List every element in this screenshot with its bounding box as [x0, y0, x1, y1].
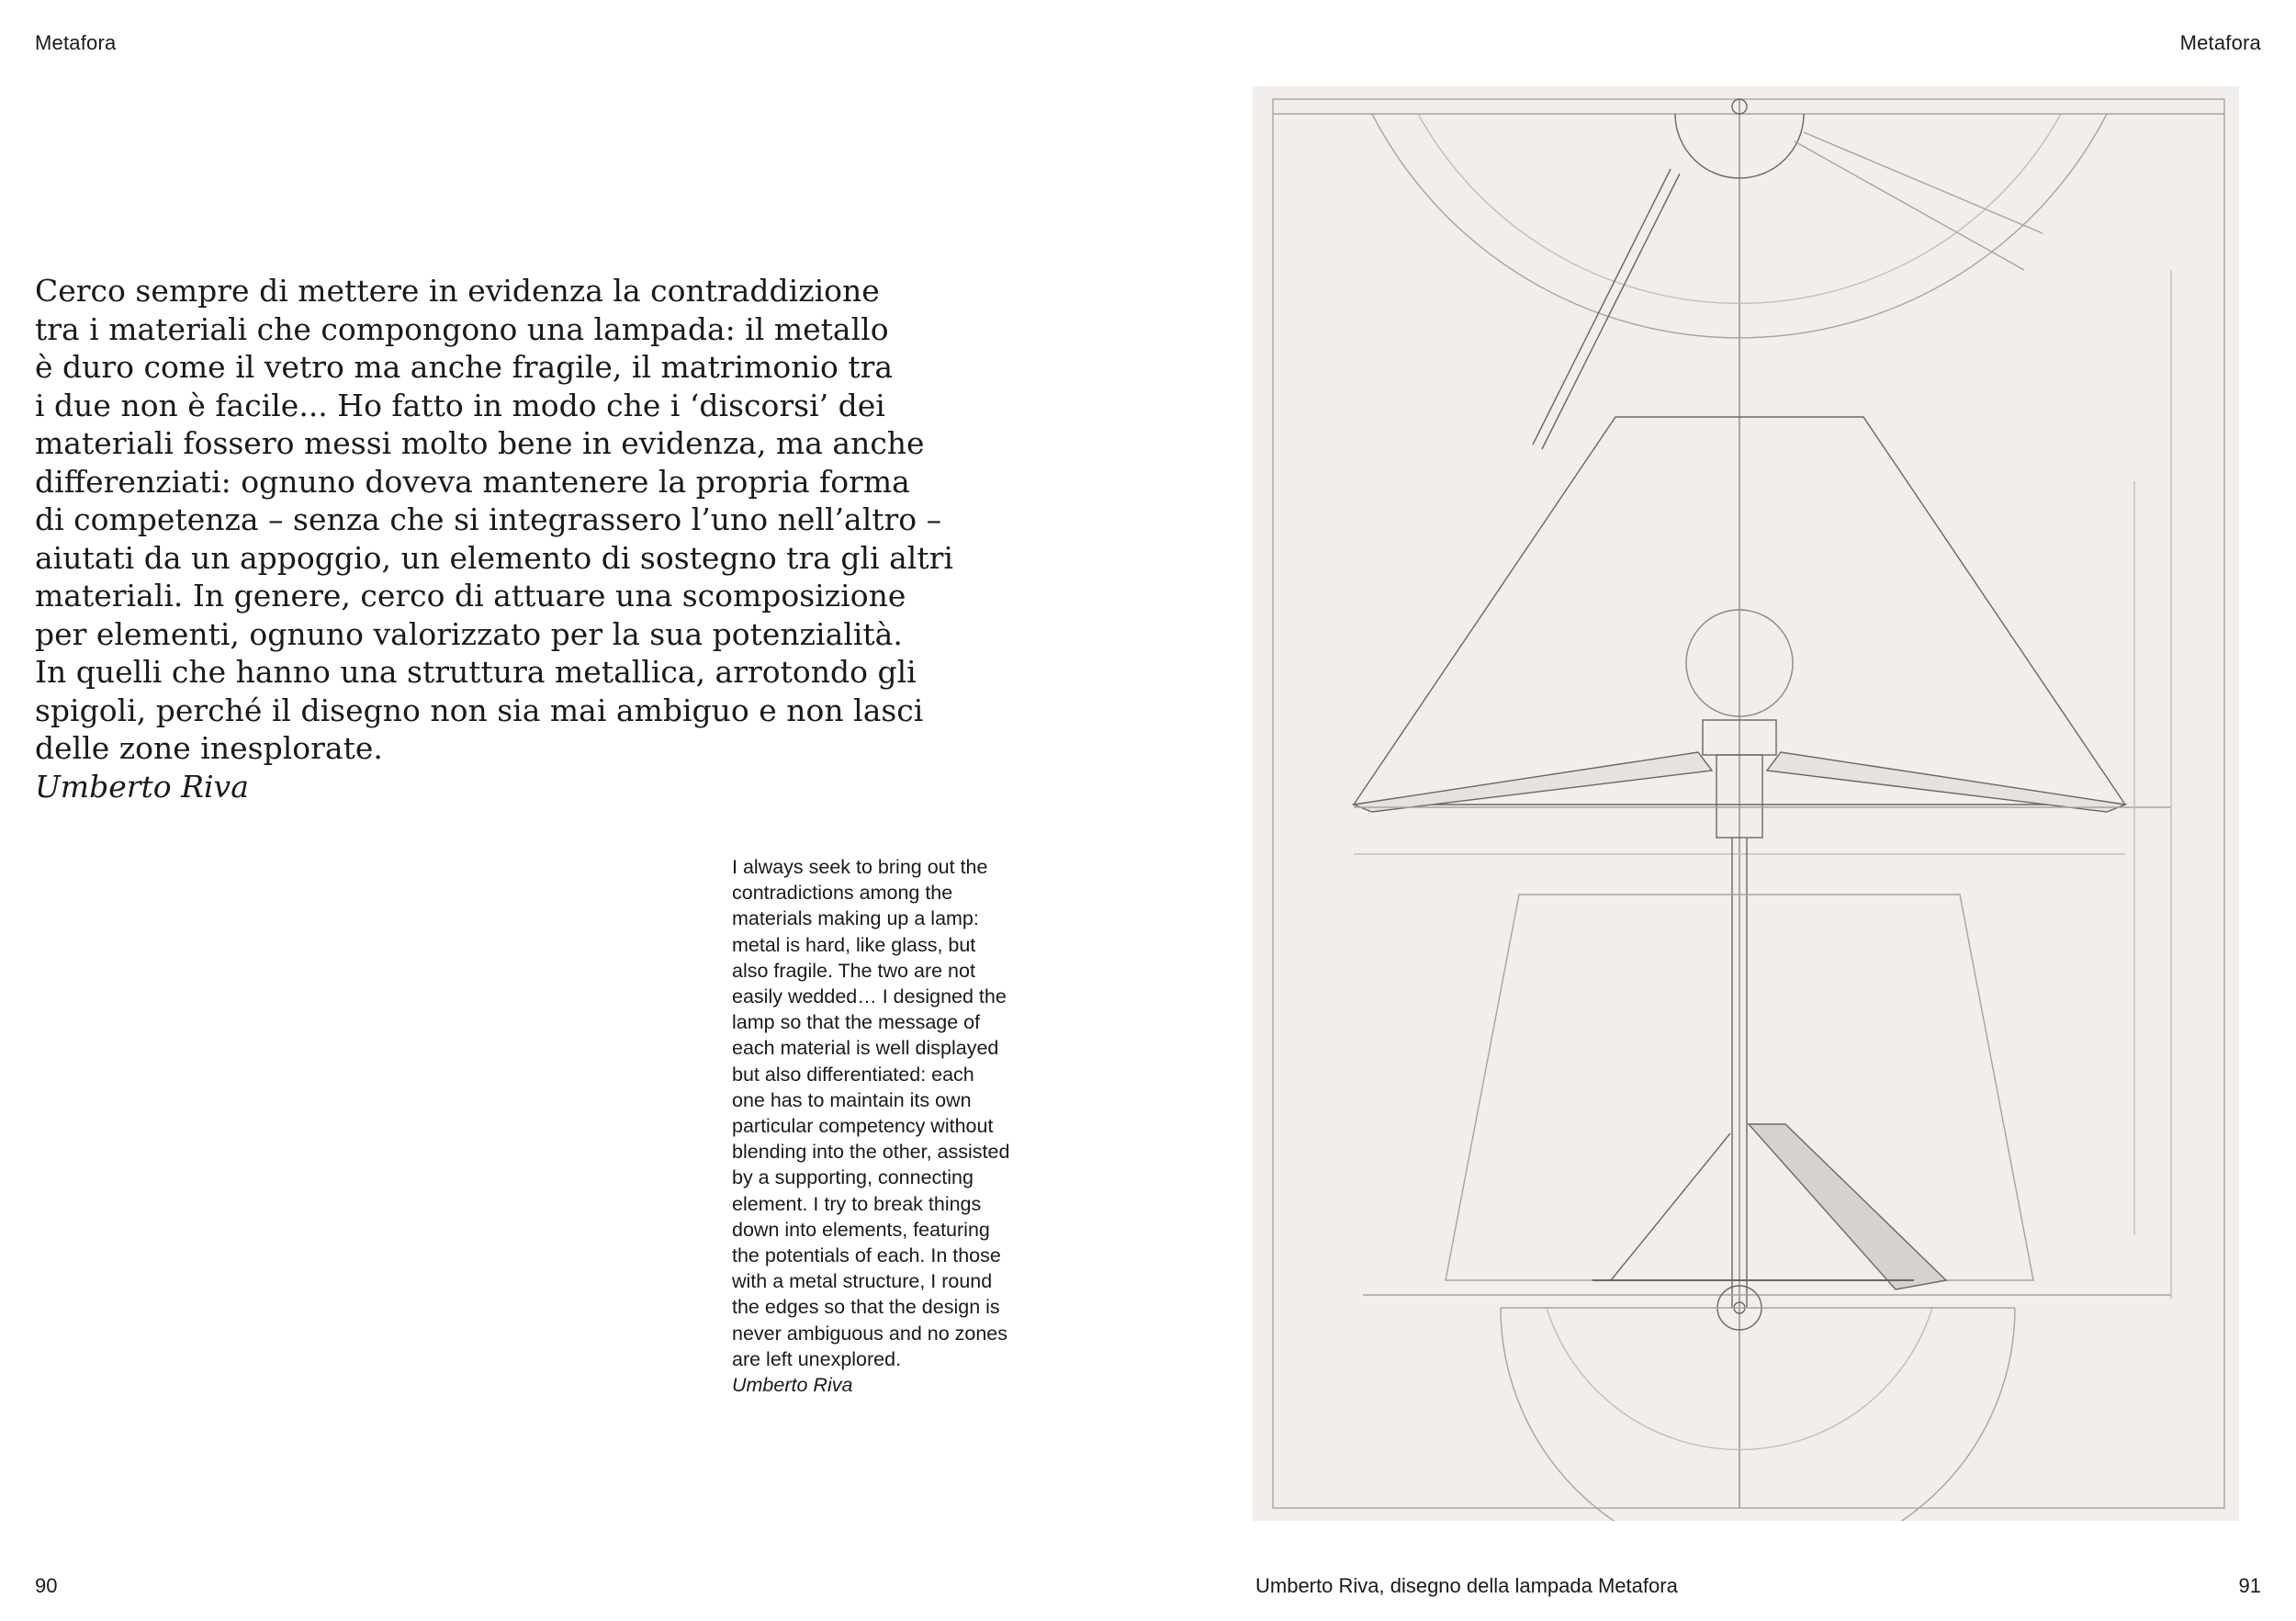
english-quote-line: down into elements, featuring — [732, 1218, 990, 1241]
english-quote-author: Umberto Riva — [732, 1374, 853, 1397]
running-head-left: Metafora — [35, 31, 117, 54]
english-quote-line: blending into the other, assisted — [732, 1141, 1010, 1164]
lamp-drawing — [1253, 86, 2239, 1521]
english-quote-line: the edges so that the design is — [732, 1296, 1000, 1319]
english-quote-line: metal is hard, like glass, but — [732, 933, 976, 956]
lamp-drawing-svg — [1253, 86, 2239, 1521]
italian-quote-author: Umberto Riva — [35, 768, 249, 805]
top-arm-left-2 — [1542, 174, 1680, 449]
english-quote-line: each material is well displayed — [732, 1037, 999, 1060]
bottom-plan-arc — [1501, 1308, 2015, 1521]
diffuser-right — [1767, 752, 2125, 812]
italian-quote-line: materiali. In genere, cerco di attuare una scomposizione — [35, 578, 906, 614]
italian-quote-line: per elementi, ognuno valorizzato per la sua potenzialità. — [35, 615, 903, 652]
italian-quote-line: Cerco sempre di mettere in evidenza la contraddizione — [35, 273, 880, 309]
italian-quote-line: aiutati da un appoggio, un elemento di sostegno tra gli altri — [35, 539, 953, 576]
italian-quote — [35, 272, 953, 805]
running-head-right: Metafora — [2179, 31, 2261, 54]
base-leg-right — [1749, 1124, 1946, 1289]
base-leg-left — [1611, 1133, 1730, 1280]
english-quote — [732, 854, 1063, 1398]
english-quote-line: particular competency without — [732, 1115, 994, 1138]
english-quote-line: with a metal structure, I round — [732, 1270, 993, 1293]
italian-quote-line: spigoli, perché il disegno non sia mai ambiguo e non lasci — [35, 692, 924, 728]
english-quote-line: also fragile. The two are not — [732, 959, 975, 982]
italian-quote-line: delle zone inesplorate. — [35, 730, 383, 766]
english-quote-line: but also differentiated: each — [732, 1063, 974, 1086]
top-arm-left — [1533, 169, 1671, 445]
english-quote-line: the potentials of each. In those — [732, 1244, 1001, 1267]
english-quote-line: are left unexplored. — [732, 1347, 902, 1370]
english-quote-line: by a supporting, connecting — [732, 1166, 974, 1189]
page-number-left: 90 — [35, 1574, 58, 1597]
english-quote-line: lamp so that the message of — [732, 1011, 981, 1034]
italian-quote-line: In quelli che hanno una struttura metallica, arrotondo gli — [35, 654, 917, 690]
english-quote-line: I always seek to bring out the — [732, 856, 988, 878]
english-quote-line: never ambiguous and no zones — [732, 1322, 1008, 1345]
italian-quote-line: materiali fossero messi molto bene in evidenza, ma anche — [35, 425, 925, 461]
italian-quote-line: tra i materiali che compongono una lampada: il metallo — [35, 310, 889, 347]
italian-quote-line: di competenza – senza che si integrassero l’uno nell’altro – — [35, 501, 942, 537]
top-arm-right — [1804, 132, 2043, 233]
english-quote-line: element. I try to break things — [732, 1192, 982, 1215]
english-quote-line: contradictions among the — [732, 882, 953, 905]
italian-quote-line: è duro come il vetro ma anche fragile, il matrimonio tra — [35, 349, 894, 385]
english-quote-line: materials making up a lamp: — [732, 907, 979, 930]
italian-quote-line: differenziati: ognuno doveva mantenere la propria forma — [35, 463, 910, 500]
english-quote-line: one has to maintain its own — [732, 1088, 972, 1111]
page-number-right: 91 — [2238, 1574, 2261, 1597]
italian-quote-line: i due non è facile... Ho fatto in modo che i ‘discorsi’ dei — [35, 387, 885, 423]
image-caption: Umberto Riva, disegno della lampada Metafora — [1255, 1574, 1678, 1597]
diffuser-left — [1354, 752, 1712, 812]
english-quote-line: easily wedded… I designed the — [732, 985, 1007, 1008]
